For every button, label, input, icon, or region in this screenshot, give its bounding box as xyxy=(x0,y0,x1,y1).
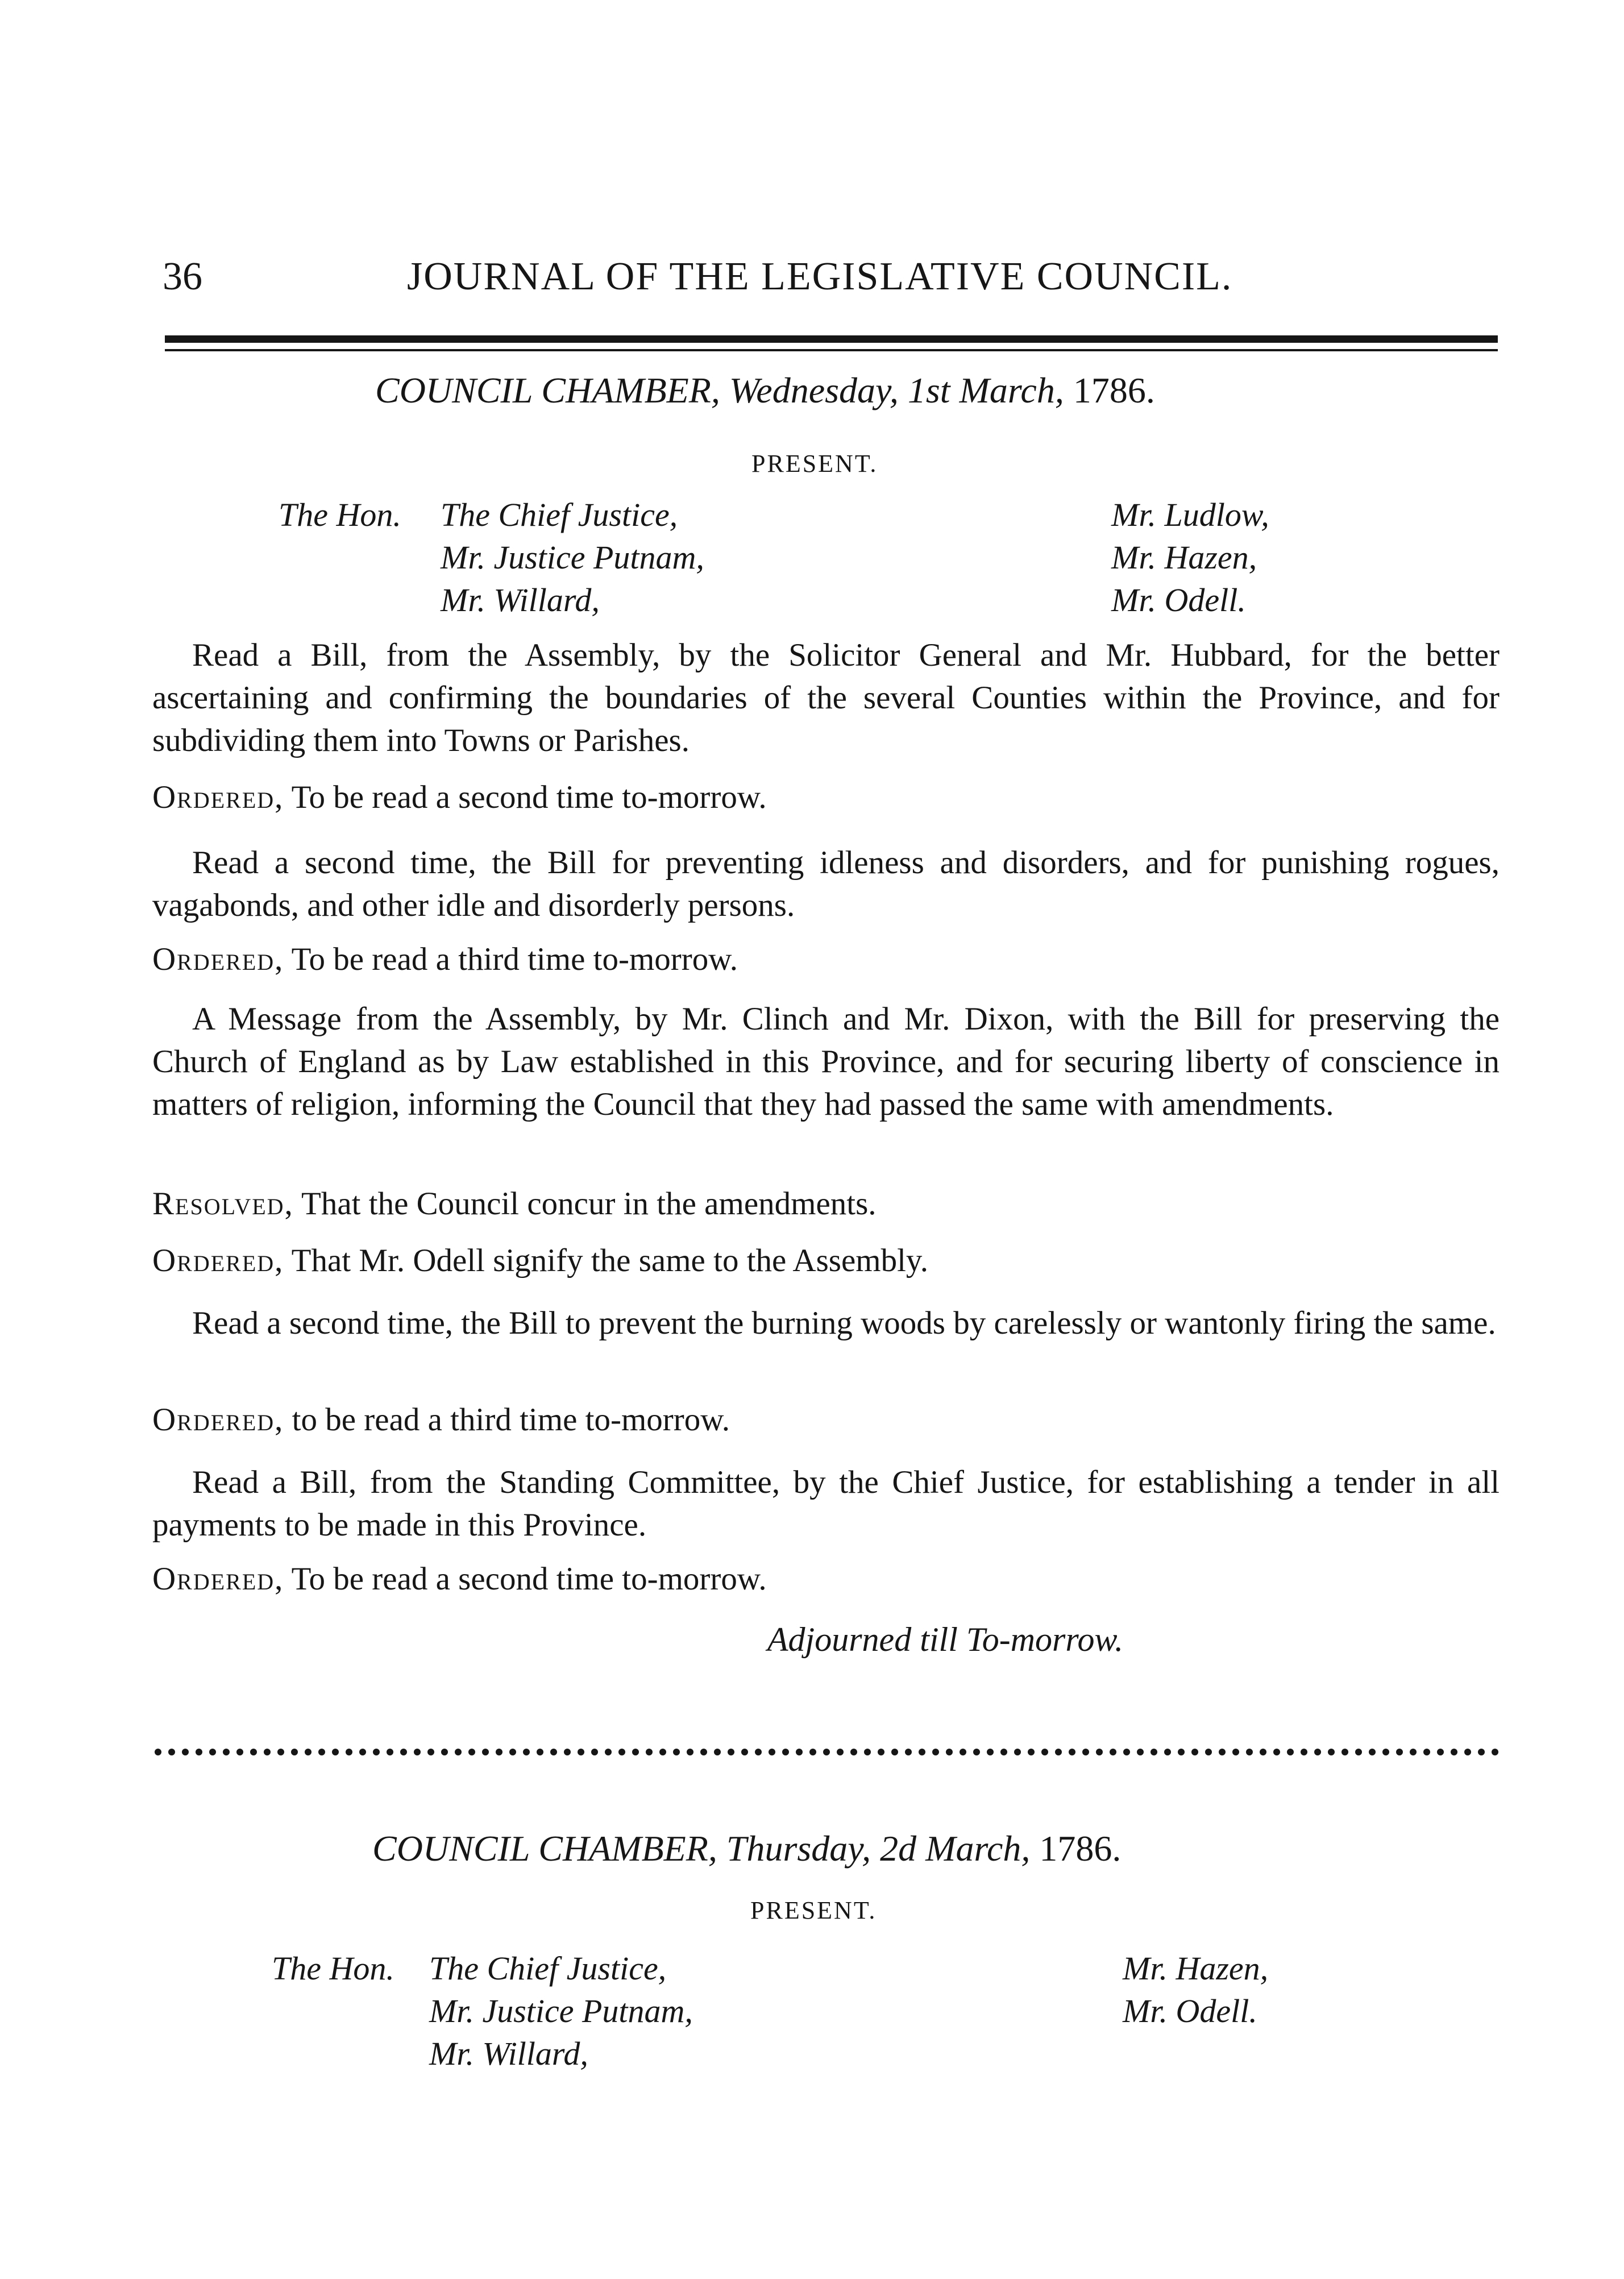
session-heading-chamber: COUNCIL CHAMBER, xyxy=(375,370,720,410)
entry-label: Ordered, xyxy=(152,1243,284,1278)
attendee: Mr. Willard, xyxy=(429,2035,588,2072)
journal-entry xyxy=(152,1239,1500,1282)
attendee: The Chief Justice, xyxy=(429,1950,667,1987)
journal-entry xyxy=(152,998,1500,1126)
attendee: The Chief Justice, xyxy=(441,496,678,533)
present-label: PRESENT. xyxy=(750,1896,877,1924)
entry-label: Ordered, xyxy=(152,1561,284,1597)
journal-entry xyxy=(152,1398,1500,1441)
page-header xyxy=(163,248,1498,305)
present-label: PRESENT. xyxy=(751,450,878,478)
entry-text: to be read a third time to-morrow. xyxy=(292,1402,730,1438)
entry-label: Ordered, xyxy=(152,779,284,815)
attendee: Mr. Ludlow, xyxy=(1111,496,1269,533)
running-title: JOURNAL OF THE LEGISLATIVE COUNCIL. xyxy=(407,255,1233,298)
entry-text: To be read a second time to-morrow. xyxy=(291,1561,767,1597)
journal-entry xyxy=(152,1182,1500,1225)
page-number: 36 xyxy=(163,255,202,298)
entry-text: To be read a second time to-morrow. xyxy=(291,779,767,815)
session-heading-chamber: COUNCIL CHAMBER, xyxy=(372,1828,717,1869)
attendance-right-column xyxy=(1111,493,1269,621)
session-heading xyxy=(375,370,1155,412)
journal-entry xyxy=(152,938,1500,981)
honorable-label: The Hon. xyxy=(279,496,401,533)
session-heading xyxy=(372,1828,1121,1870)
entry-label: Ordered, xyxy=(152,1402,284,1438)
entry-text: Read a Bill, from the Assembly, by the Solicitor General and Mr. Hubbard, for the better ascertaining and confirming the boundaries of the several Counties within the Province, and for subdividing them into Towns or Parishes. xyxy=(152,637,1500,758)
journal-entry xyxy=(152,776,1500,819)
attendee: Mr. Odell. xyxy=(1111,582,1246,618)
entry-text: Read a second time, the Bill to prevent the burning woods by carelessly or wantonly firing the same. xyxy=(192,1305,1496,1341)
attendance-right-column xyxy=(1123,1947,1268,2032)
adjournment-line: Adjourned till To-morrow. xyxy=(767,1621,1124,1658)
entry-text: That Mr. Odell signify the same to the Assembly. xyxy=(291,1243,928,1278)
honorable-label: The Hon. xyxy=(272,1950,394,1987)
session-heading-date: Wednesday, 1st March, xyxy=(729,370,1064,410)
session-heading-year: 1786. xyxy=(1073,370,1155,410)
attendee: Mr. Justice Putnam, xyxy=(441,539,704,576)
journal-entry xyxy=(152,1558,1500,1600)
session-divider xyxy=(155,1749,1499,1755)
attendee: Mr. Justice Putnam, xyxy=(429,1992,693,2029)
entry-label: Resolved, xyxy=(152,1186,294,1222)
attendance-left-column xyxy=(429,1947,693,2075)
attendance-left-column xyxy=(441,493,704,621)
session-heading-date: Thursday, 2d March, xyxy=(726,1828,1031,1869)
journal-entry xyxy=(152,841,1500,927)
entry-text: Read a second time, the Bill for preventing idleness and disorders, and for punishing rogues, vagabonds, and other idle and disorderly persons. xyxy=(152,845,1500,923)
attendee: Mr. Hazen, xyxy=(1123,1950,1269,1987)
journal-entry xyxy=(152,1302,1500,1344)
entry-text: Read a Bill, from the Standing Committee, by the Chief Justice, for establishing a tender in all payments to be made in this Province. xyxy=(152,1464,1500,1543)
header-rule-thin xyxy=(165,349,1498,351)
header-rule-thick xyxy=(165,335,1498,343)
entry-label: Ordered, xyxy=(152,941,284,977)
attendee: Mr. Hazen, xyxy=(1111,539,1257,576)
session-heading-year: 1786. xyxy=(1039,1828,1122,1869)
entry-text: That the Council concur in the amendments. xyxy=(301,1186,877,1222)
attendee: Mr. Odell. xyxy=(1123,1992,1257,2029)
entry-text: A Message from the Assembly, by Mr. Clinch and Mr. Dixon, with the Bill for preserving the Church of England as by Law established in this Province, and for securing liberty of conscience in matters of religion, informing the Council that they had passed the same with amendments. xyxy=(152,1001,1500,1122)
entry-text: To be read a third time to-morrow. xyxy=(291,941,738,977)
journal-entry xyxy=(152,634,1500,762)
attendee: Mr. Willard, xyxy=(441,582,600,618)
journal-entry xyxy=(152,1461,1500,1546)
